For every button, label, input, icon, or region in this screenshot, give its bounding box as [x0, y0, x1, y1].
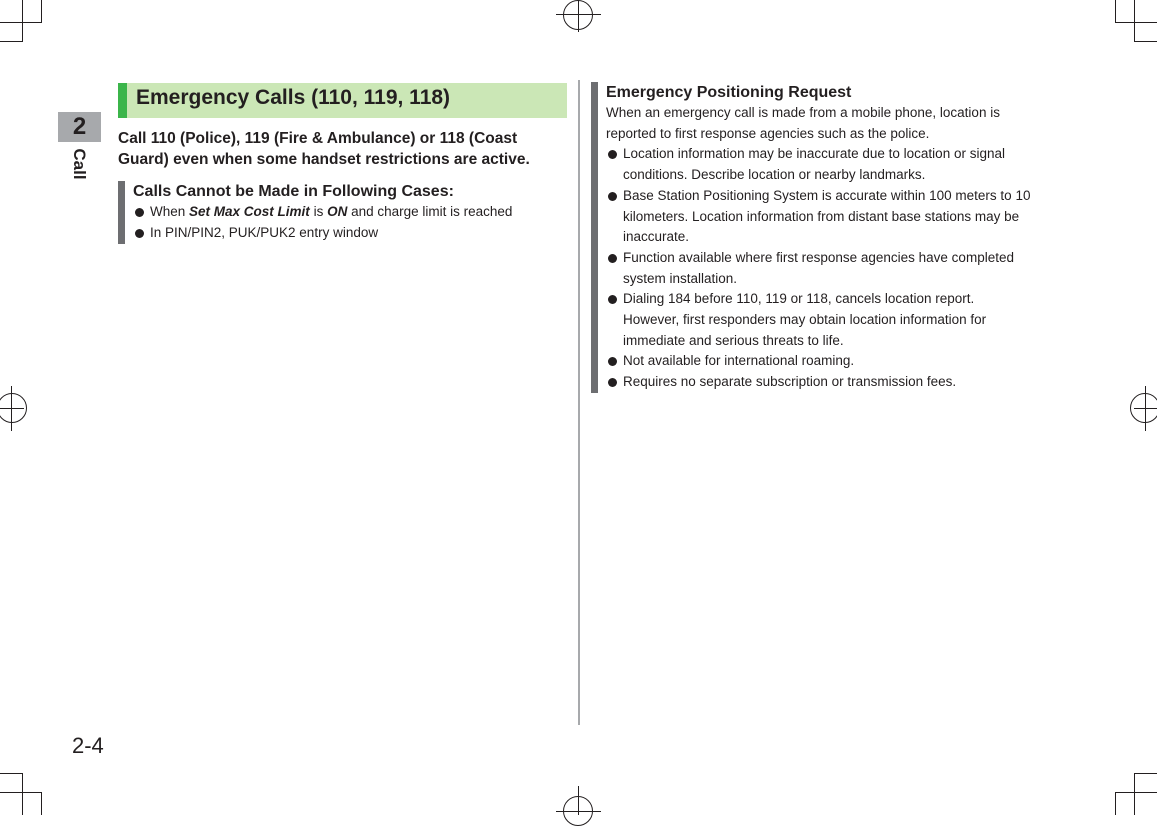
crop-mark — [22, 0, 23, 42]
note-cannot-call — [118, 181, 568, 244]
item-text: and charge limit is reached — [347, 204, 513, 219]
crop-mark — [1115, 22, 1157, 23]
list-item: Function available where first response agencies have completed system installation. — [606, 248, 1031, 289]
registration-mark — [11, 386, 12, 431]
list-item: Location information may be inaccurate due to location or signal conditions. Describe location or nearby landmarks. — [606, 144, 1031, 185]
chapter-label — [67, 146, 91, 182]
list-item — [133, 202, 568, 223]
bullet-list — [133, 202, 568, 243]
crop-mark — [1115, 0, 1116, 23]
section-intro: Call 110 (Police), 119 (Fire & Ambulance) or 118 (Coast Guard) even when some handset restrictions are active. — [118, 130, 530, 168]
setting-value: ON — [327, 204, 348, 219]
crop-mark — [22, 773, 23, 815]
crop-mark — [1134, 0, 1135, 42]
heading-accent-bar — [118, 83, 127, 118]
page-number: 2-4 — [72, 733, 104, 758]
column-divider — [578, 80, 580, 725]
list-item: Not available for international roaming. — [606, 351, 1031, 372]
crop-mark — [41, 792, 42, 815]
crop-mark — [1134, 41, 1157, 42]
section-title: Emergency Calls (110, 119, 118) — [136, 86, 451, 109]
crop-mark — [0, 22, 42, 23]
crop-mark — [1115, 792, 1157, 793]
crop-mark — [0, 41, 23, 42]
crop-mark — [0, 792, 42, 793]
registration-mark — [0, 408, 24, 409]
registration-mark — [556, 811, 601, 812]
registration-mark — [578, 0, 579, 32]
chapter-label-text: Call — [70, 148, 89, 180]
crop-mark — [1134, 773, 1157, 774]
crop-mark — [1134, 773, 1135, 815]
note-heading: Calls Cannot be Made in Following Cases: — [133, 183, 454, 200]
chapter-number-tab: 2 — [58, 112, 101, 142]
registration-mark — [1145, 386, 1146, 431]
list-item: Requires no separate subscription or transmission fees. — [606, 372, 1031, 393]
note-positioning — [591, 82, 1031, 393]
note-body: When an emergency call is made from a mobile phone, location is reported to first response agencies such as the police. — [606, 105, 1000, 141]
item-text: is — [309, 204, 328, 219]
list-item: Dialing 184 before 110, 119 or 118, cancels location report. However, first responders may obtain location information for immediate and serious threats to life. — [606, 289, 1031, 351]
bullet-list — [606, 144, 1031, 392]
section-heading — [118, 83, 567, 118]
setting-name: Set Max Cost Limit — [189, 204, 310, 219]
crop-mark — [1115, 792, 1116, 815]
list-item: In PIN/PIN2, PUK/PUK2 entry window — [133, 223, 568, 244]
crop-mark — [41, 0, 42, 23]
item-text: When — [150, 204, 190, 219]
note-heading: Emergency Positioning Request — [606, 84, 852, 101]
crop-mark — [0, 773, 23, 774]
list-item: Base Station Positioning System is accurate within 100 meters to 10 kilometers. Location information from distant base stations may be inaccurate. — [606, 186, 1031, 248]
registration-mark — [556, 14, 601, 15]
